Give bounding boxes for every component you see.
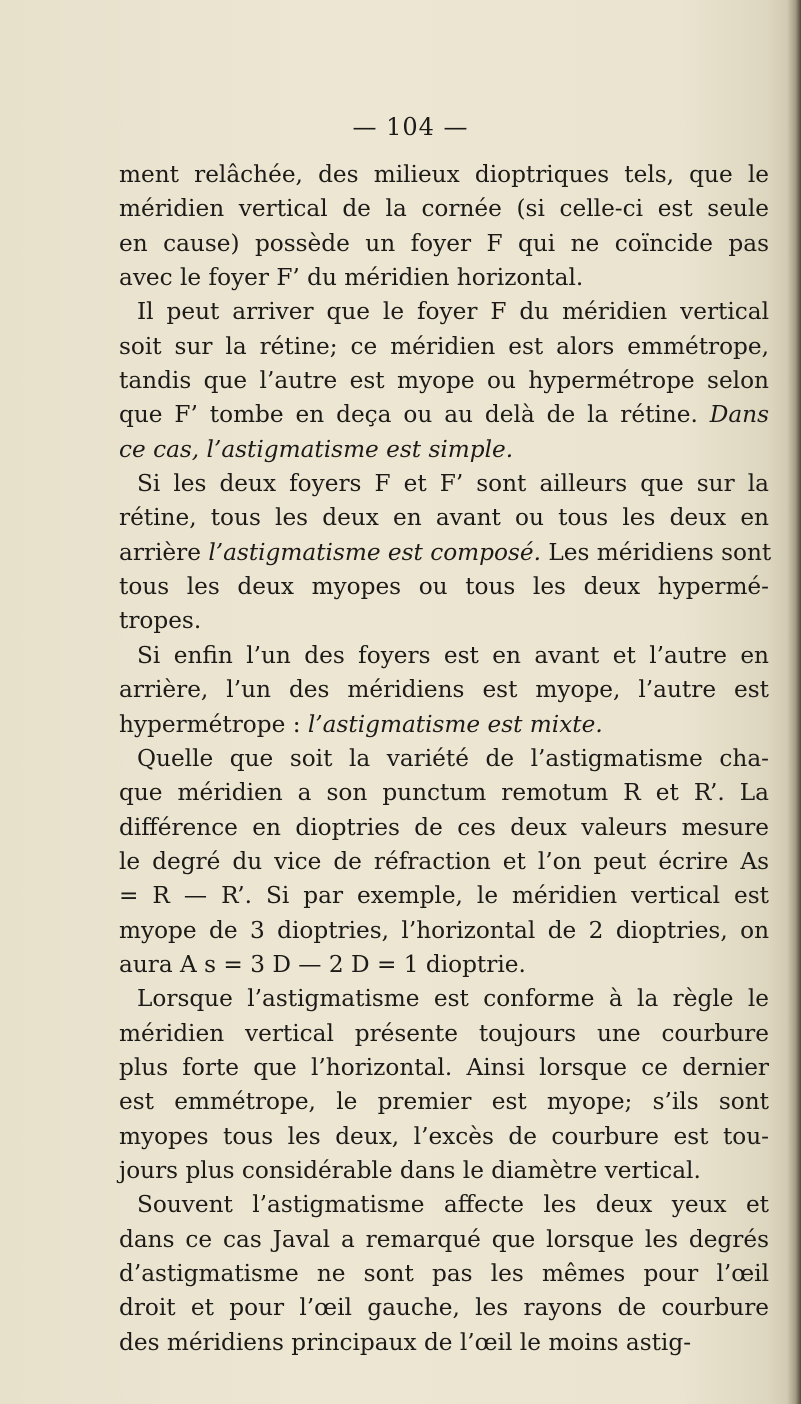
paragraph [119,467,772,639]
paragraph [119,158,769,295]
text-line [119,673,769,707]
text-run: que méridien a son punctum remotum R et R’. La [119,779,769,807]
text-line [119,1257,769,1291]
body-text [119,158,772,1360]
text-line [119,1188,769,1222]
paragraph [119,982,769,1188]
text-line [119,1223,769,1257]
italic-text-run: l’astigmatisme est composé. [208,538,541,566]
text-line [119,1051,769,1085]
text-line [119,948,769,982]
paragraph [119,1188,769,1360]
text-run: Si enfin l’un des foyers est en avant et l’autre en [137,641,769,669]
text-run: le degré du vice de réfraction et l’on peut écrire As [119,847,769,875]
text-line [119,1017,769,1051]
text-line [119,1154,769,1188]
text-line [119,604,769,638]
text-run: droit et pour l’œil gauche, les rayons de courbure [119,1294,769,1322]
text-line [119,914,769,948]
text-run: arrière, l’un des méridiens est myope, l’autre est [119,676,769,704]
text-line [119,1085,769,1119]
text-run: est emmétrope, le premier est myope; s’ils sont [119,1088,769,1116]
text-line [119,227,769,261]
text-run: soit sur la rétine; ce méridien est alors emmétrope, [119,332,769,360]
text-line [119,398,769,432]
text-line [119,1291,769,1325]
text-run: arrière [119,538,209,566]
text-run: Il peut arriver que le foyer F du méridien vertical [137,298,769,326]
text-line [119,708,769,742]
page-edge-shadow [787,0,801,1404]
text-run: Quelle que soit la variété de l’astigmatisme cha- [137,744,769,772]
text-run: en cause) possède un foyer F qui ne coïncide pas [119,229,769,257]
text-run: avec le foyer F’ du méridien horizontal. [119,264,584,292]
paragraph [119,639,769,742]
text-run: dans ce cas Javal a remarqué que lorsque les degrés [119,1225,769,1253]
paragraph [119,742,769,982]
text-line [119,776,769,810]
text-run: méridien vertical présente toujours une courbure [119,1019,769,1047]
text-line [119,845,769,879]
text-line [119,536,772,570]
text-line [119,742,769,776]
text-run: Souvent l’astigmatisme affecte les deux yeux et [137,1191,769,1219]
text-run: rétine, tous les deux en avant ou tous les deux en [119,504,769,532]
text-run: Les méridiens sont [540,538,772,566]
text-line [119,433,769,467]
text-line [119,879,769,913]
page-number: — 104 — [352,113,469,141]
text-line [119,295,769,329]
text-run: = R — R’. Si par exemple, le méridien vertical est [119,882,769,910]
italic-text-run: Dans [709,401,769,429]
text-line [119,364,769,398]
paragraph [119,295,769,467]
text-run: ment relâchée, des milieux dioptriques tels, que le [119,161,769,188]
text-run: myopes tous les deux, l’excès de courbure est tou- [119,1122,769,1150]
text-line [119,158,769,192]
text-run: myope de 3 dioptries, l’horizontal de 2 dioptries, on [119,916,769,944]
text-line [119,330,769,364]
text-run: des méridiens principaux de l’œil le moins astig- [119,1328,692,1356]
text-run: jours plus considérable dans le diamètre vertical. [119,1156,701,1184]
text-run: que F’ tombe en deça ou au delà de la rétine. [119,401,710,429]
text-run: aura A s = 3 D — 2 D = 1 dioptrie. [119,950,526,978]
text-line [119,982,769,1016]
text-line [119,1326,769,1360]
text-line [119,192,769,226]
text-run: Si les deux foyers F et F’ sont ailleurs que sur la [137,470,769,498]
text-run: Lorsque l’astigmatisme est conforme à la règle le [137,985,769,1013]
text-line [119,639,769,673]
text-run: d’astigmatisme ne sont pas les mêmes pour l’œil [119,1260,769,1287]
text-line [119,811,769,845]
text-run: hypermétrope : [119,710,308,738]
text-run: différence en dioptries de ces deux valeurs mesure [119,813,769,841]
text-run: tropes. [119,607,202,635]
text-run: tous les deux myopes ou tous les deux hypermé- [119,573,769,601]
text-line [119,467,769,501]
text-line [119,501,769,535]
text-run: tandis que l’autre est myope ou hypermétrope selon [119,367,769,395]
text-run: méridien vertical de la cornée (si celle-ci est seule [119,195,769,223]
text-line [119,570,769,604]
text-line [119,261,769,295]
text-run: plus forte que l’horizontal. Ainsi lorsque ce dernier [119,1053,769,1081]
italic-text-run: l’astigmatisme est mixte. [307,710,603,738]
text-line [119,1120,769,1154]
italic-text-run: ce cas, l’astigmatisme est simple. [119,435,514,463]
